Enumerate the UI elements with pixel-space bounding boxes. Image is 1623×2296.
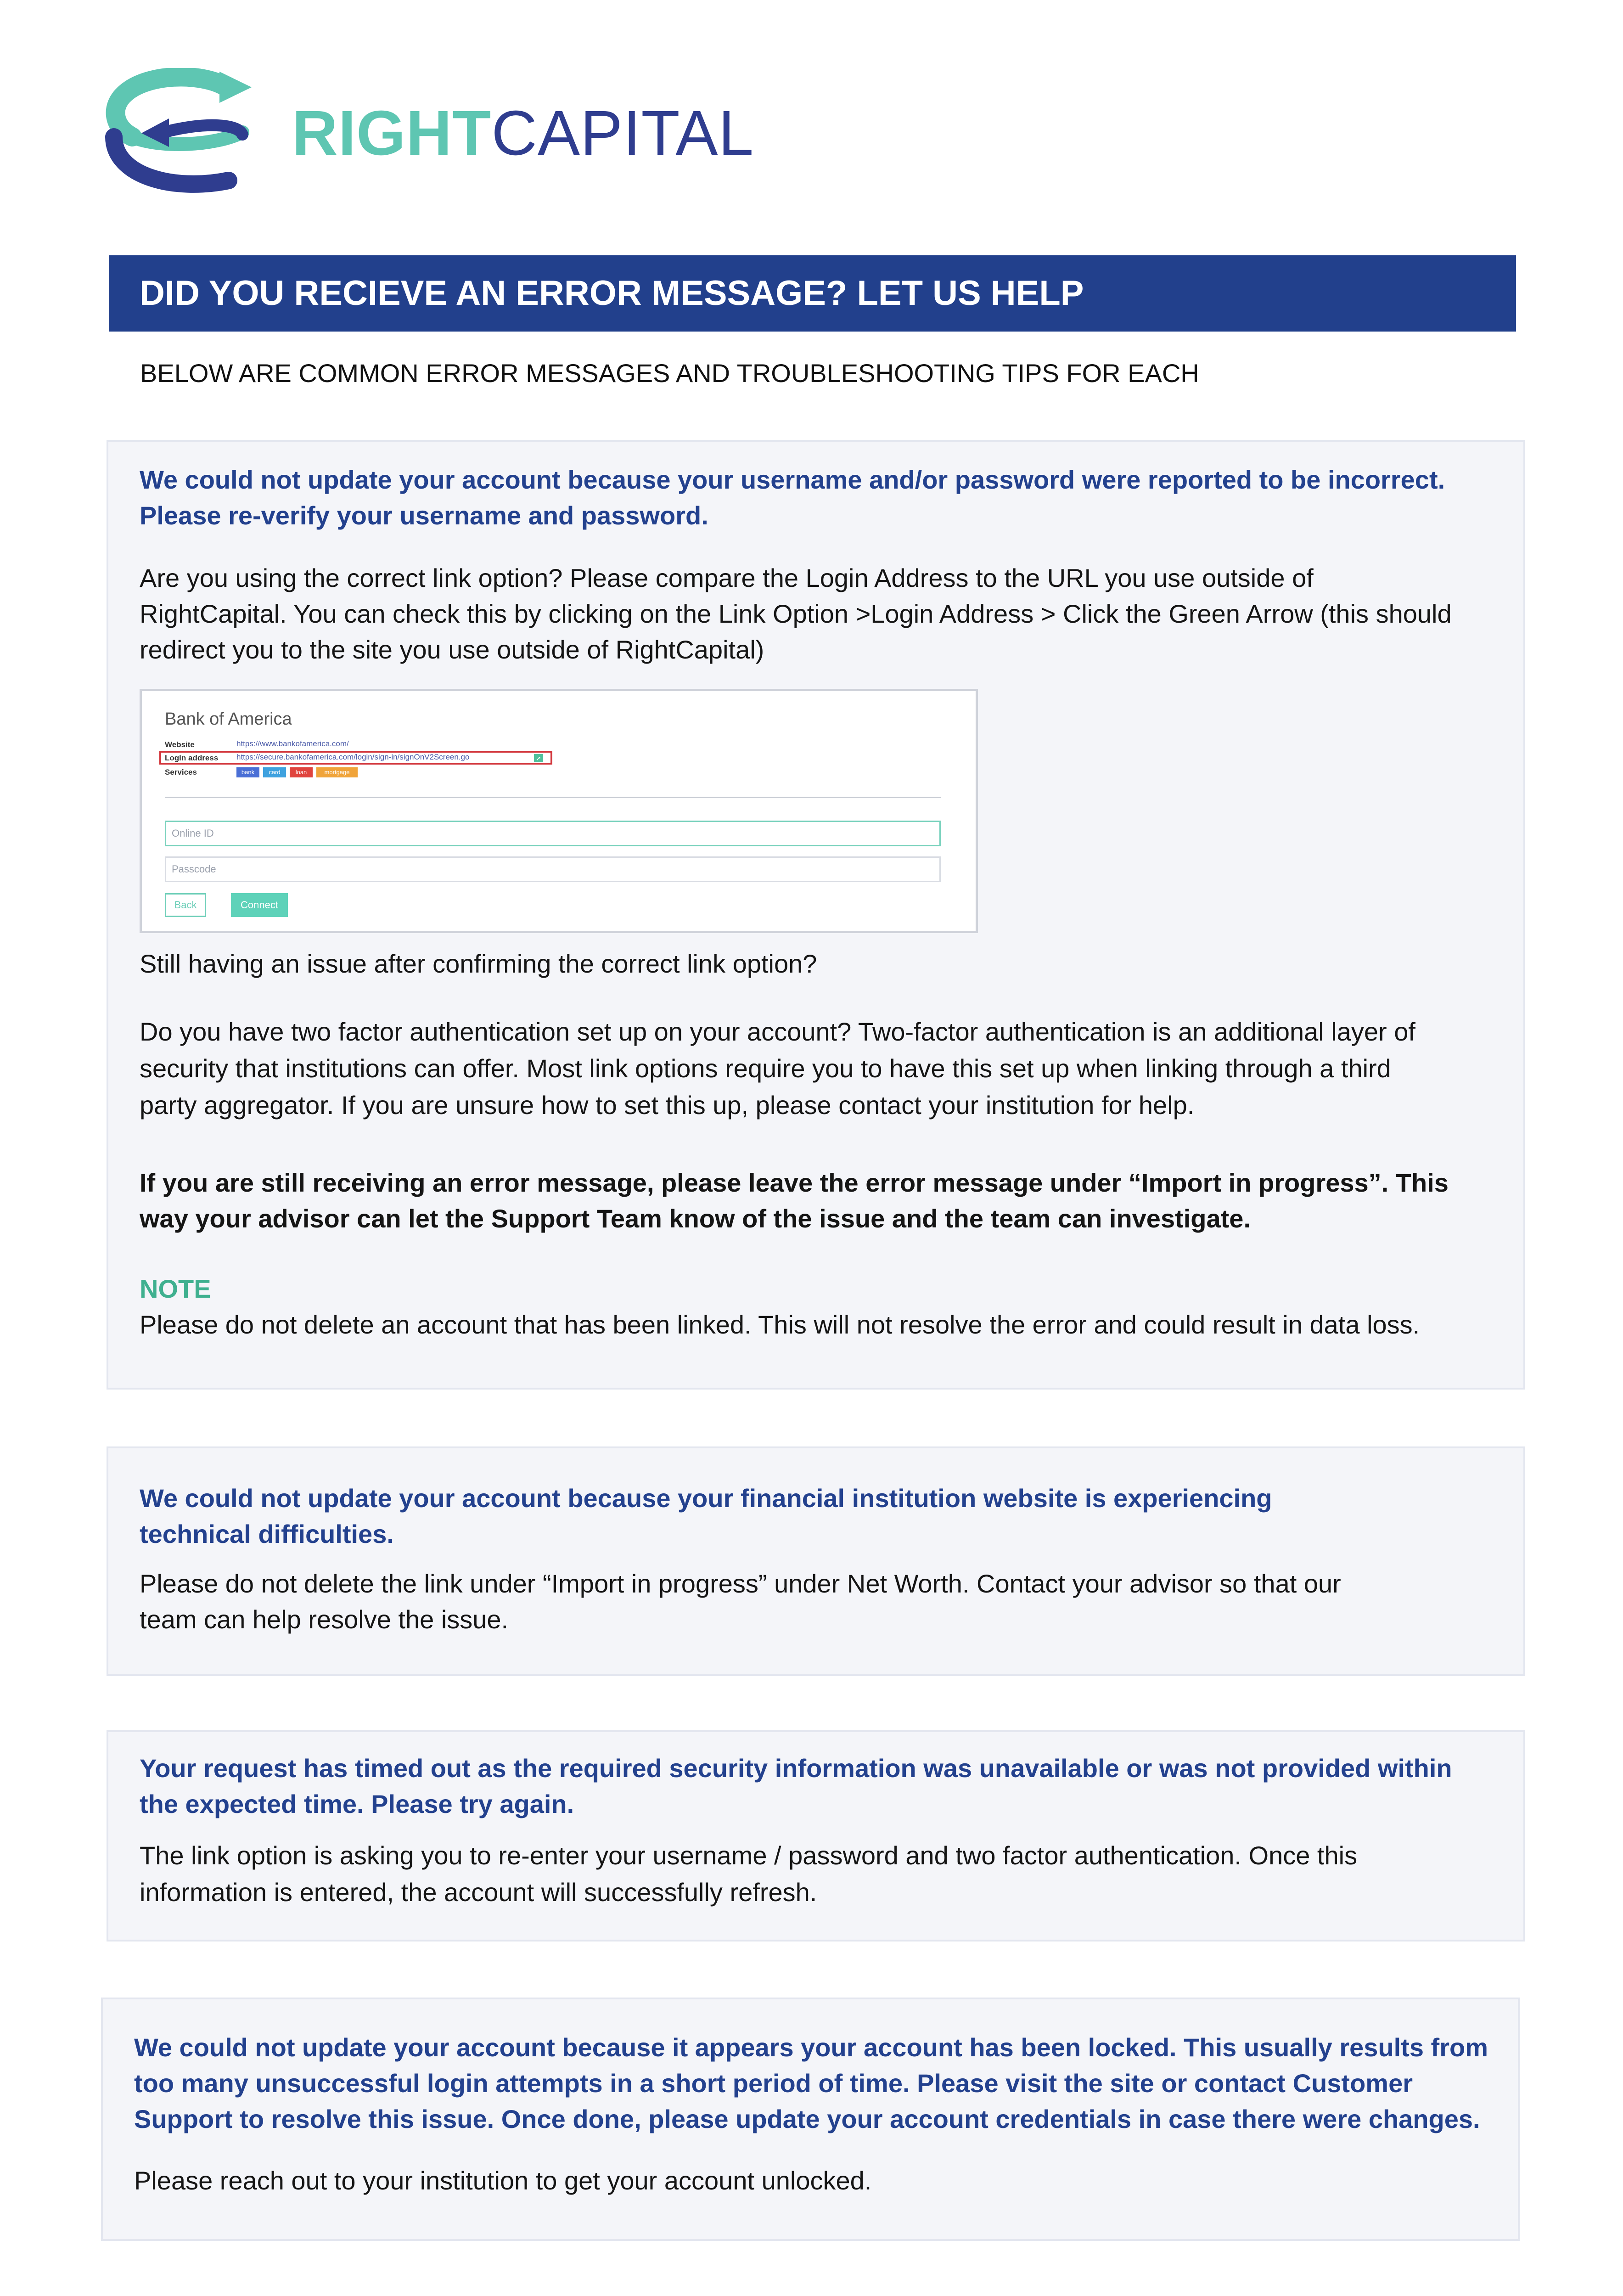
brand-wordmark (292, 96, 754, 170)
service-tag-loan: loan (290, 767, 313, 777)
brand-name-part2: CAPITAL (491, 98, 754, 169)
logo (105, 68, 754, 197)
error-section-timed-out (107, 1730, 1525, 1941)
page-title: DID YOU RECIEVE AN ERROR MESSAGE? LET US HELP (140, 274, 1084, 313)
section-body-line: Please do not delete the link under “Import in progress” under Net Worth. Contact your advisor so that our (140, 1569, 1341, 1598)
section-body-line: RightCapital. You can check this by clicking on the Link Option >Login Address > Click the Green Arrow (this should (140, 599, 1452, 628)
services-label: Services (165, 768, 197, 777)
institution-name: Bank of America (165, 709, 292, 729)
section-body-line: party aggregator. If you are unsure how to set this up, please contact your institution for help. (140, 1091, 1195, 1120)
service-tag-card: card (263, 767, 286, 777)
page-banner (109, 255, 1516, 332)
back-button[interactable]: Back (165, 893, 206, 917)
section-heading-line: technical difficulties. (140, 1519, 394, 1548)
passcode-input[interactable]: Passcode (165, 856, 941, 882)
section-heading-line: We could not update your account because it appears your account has been locked. This usually results from (134, 2033, 1488, 2062)
section-body-line: team can help resolve the issue. (140, 1605, 509, 1634)
service-tag-mortgage: mortgage (316, 767, 358, 777)
note-label: NOTE (140, 1274, 211, 1303)
section-body-line: Do you have two factor authentication set up on your account? Two-factor authentication is an additional layer of (140, 1017, 1415, 1046)
section-heading-line: Your request has timed out as the required security information was unavailable or was not provided within (140, 1754, 1452, 1783)
error-section-account-locked (101, 1998, 1520, 2241)
error-section-technical-difficulties (107, 1446, 1525, 1676)
section-body-line: information is entered, the account will successfully refresh. (140, 1878, 817, 1907)
section-body-line: The link option is asking you to re-enter your username / password and two factor authentication. Once this (140, 1841, 1358, 1870)
logo-mark-icon (105, 68, 261, 197)
online-id-input[interactable]: Online ID (165, 821, 941, 846)
section-bold-line: way your advisor can let the Support Team know of the issue and the team can investigate. (140, 1204, 1251, 1233)
login-address-value: https://secure.bankofamerica.com/login/sign-in/signOnV2Screen.go (236, 753, 470, 761)
login-address-label: Login address (165, 754, 219, 762)
brand-name-part1: RIGHT (292, 98, 492, 169)
section-heading-line: the expected time. Please try again. (140, 1790, 574, 1818)
section-heading-line: Support to resolve this issue. Once done, please update your account credentials in case there were changes. (134, 2105, 1480, 2133)
website-value: https://www.bankofamerica.com/ (236, 739, 349, 748)
service-tag-bank: bank (236, 767, 259, 777)
connect-button[interactable]: Connect (231, 893, 288, 917)
section-heading-line: Please re-verify your username and password. (140, 501, 708, 530)
website-label: Website (165, 740, 195, 749)
section-bold-line: If you are still receiving an error message, please leave the error message under “Import in progress”. This (140, 1168, 1449, 1197)
section-body-line: Still having an issue after confirming the correct link option? (140, 949, 817, 978)
section-heading-line: too many unsuccessful login attempts in a short period of time. Please visit the site or contact Customer (134, 2069, 1413, 2098)
page-subheading: BELOW ARE COMMON ERROR MESSAGES AND TROUBLESHOOTING TIPS FOR EACH (140, 359, 1199, 388)
note-text: Please do not delete an account that has been linked. This will not resolve the error and could result in data loss. (140, 1310, 1420, 1339)
section-heading-line: We could not update your account because your financial institution website is experiencing (140, 1484, 1272, 1513)
section-body-line: security that institutions can offer. Most link options require you to have this set up when linking through a third (140, 1054, 1391, 1083)
green-arrow-icon[interactable]: ➚ (534, 754, 543, 762)
section-heading-line: We could not update your account because your username and/or password were reported to be incorrect. (140, 465, 1445, 494)
section-body-line: Please reach out to your institution to get your account unlocked. (134, 2166, 872, 2195)
section-body-line: Are you using the correct link option? Please compare the Login Address to the URL you use outside of (140, 563, 1314, 592)
divider (165, 797, 941, 798)
error-section-credentials (107, 440, 1525, 1390)
section-body-line: redirect you to the site you use outside of RightCapital) (140, 635, 764, 664)
link-option-screenshot (140, 689, 978, 933)
